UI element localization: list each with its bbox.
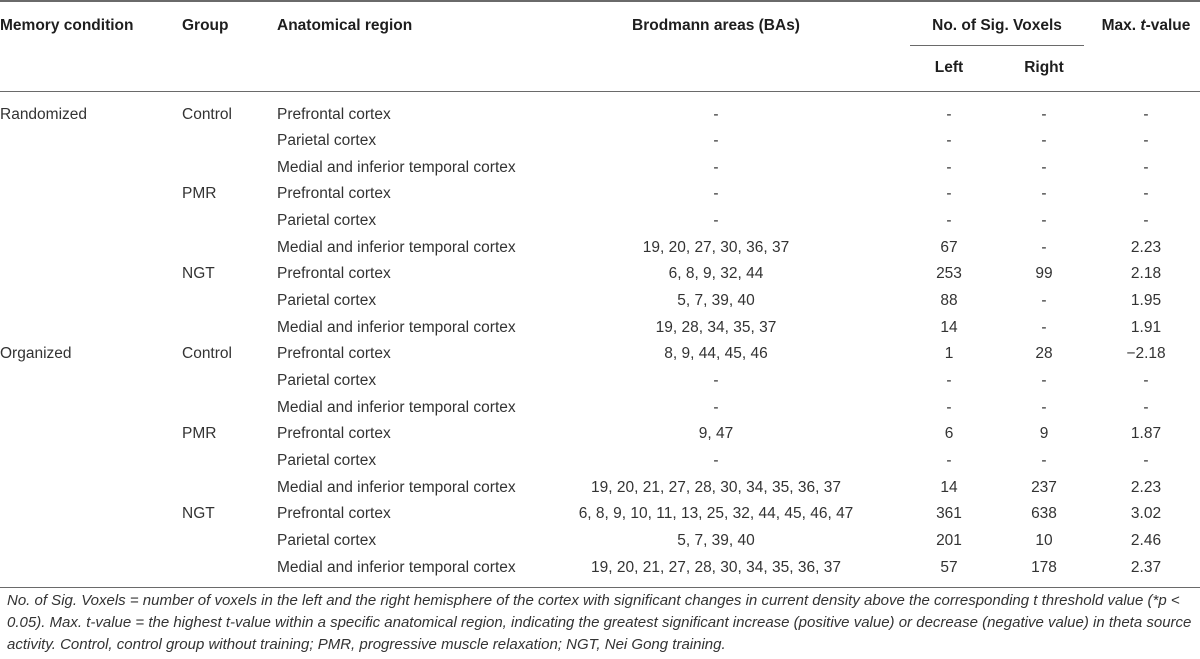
cell-region: Medial and inferior temporal cortex xyxy=(277,478,516,496)
cell-condition xyxy=(0,501,182,528)
cell-brodmann: - xyxy=(713,452,719,470)
table-row xyxy=(0,394,1200,421)
cell-right: - xyxy=(1041,291,1047,309)
header-max-t-value xyxy=(1092,0,1200,92)
table-row xyxy=(0,92,1200,128)
cell-region: Prefrontal cortex xyxy=(277,345,391,363)
table-row xyxy=(0,368,1200,395)
cell-group: NGT xyxy=(182,265,215,283)
cell-region: Parietal cortex xyxy=(277,372,377,390)
cell-condition xyxy=(0,128,182,155)
header-group: Group xyxy=(182,17,229,34)
table-row xyxy=(0,261,1200,288)
cell-max-t: - xyxy=(1143,105,1149,123)
voxels-rule xyxy=(910,45,1084,46)
cell-right: 237 xyxy=(1031,478,1057,496)
cell-max-t: - xyxy=(1143,158,1149,176)
cell-condition xyxy=(0,421,182,448)
cell-left: 57 xyxy=(940,558,958,576)
cell-right: - xyxy=(1041,398,1047,416)
cell-left: - xyxy=(946,372,952,390)
cell-group xyxy=(182,528,277,555)
cell-right: - xyxy=(1041,158,1047,176)
cell-region: Prefrontal cortex xyxy=(277,185,391,203)
cell-max-t: 2.23 xyxy=(1130,238,1162,256)
cell-right: 638 xyxy=(1031,505,1057,523)
cell-max-t: 1.95 xyxy=(1130,291,1162,309)
cell-left: - xyxy=(946,131,952,149)
cell-brodmann: - xyxy=(713,185,719,203)
cell-group xyxy=(182,555,277,588)
cell-condition xyxy=(0,394,182,421)
table-row xyxy=(0,528,1200,555)
table-row xyxy=(0,154,1200,181)
cell-group: Control xyxy=(182,105,232,123)
cell-right: - xyxy=(1041,318,1047,336)
cell-max-t: - xyxy=(1143,185,1149,203)
cell-condition xyxy=(0,288,182,315)
cell-brodmann: 6, 8, 9, 10, 11, 13, 25, 32, 44, 45, 46, 47 xyxy=(578,505,854,523)
cell-max-t: 2.23 xyxy=(1130,478,1162,496)
header-max-t-prefix: Max. xyxy=(1101,17,1141,34)
table-row xyxy=(0,555,1200,588)
table-row xyxy=(0,234,1200,261)
cell-condition xyxy=(0,181,182,208)
cell-condition xyxy=(0,448,182,475)
header-right: Right xyxy=(1024,59,1064,76)
header-sig-voxels xyxy=(902,0,1092,45)
header-brodmann-areas: Brodmann areas (BAs) xyxy=(632,17,800,34)
cell-max-t: - xyxy=(1143,211,1149,229)
cell-max-t: 3.02 xyxy=(1130,505,1162,523)
cell-brodmann: 8, 9, 44, 45, 46 xyxy=(664,345,768,363)
cell-brodmann: - xyxy=(713,372,719,390)
cell-brodmann: 19, 20, 21, 27, 28, 30, 34, 35, 36, 37 xyxy=(591,558,841,576)
cell-condition xyxy=(0,208,182,235)
cell-right: 178 xyxy=(1031,558,1057,576)
cell-brodmann: 9, 47 xyxy=(698,425,734,443)
header-anatomical-region: Anatomical region xyxy=(277,17,413,34)
cell-max-t: 2.37 xyxy=(1130,558,1162,576)
table-row xyxy=(0,208,1200,235)
cell-group: PMR xyxy=(182,185,217,203)
header-sig-voxels-label: No. of Sig. Voxels xyxy=(932,17,1062,34)
cell-group: PMR xyxy=(182,425,217,443)
cell-region: Prefrontal cortex xyxy=(277,265,391,283)
table-row xyxy=(0,474,1200,501)
header-max-t-italic: t xyxy=(1140,17,1146,34)
cell-brodmann: - xyxy=(713,211,719,229)
cell-right: 28 xyxy=(1035,345,1053,363)
cell-condition: Organized xyxy=(0,345,72,363)
cell-region: Parietal cortex xyxy=(277,452,377,470)
cell-condition xyxy=(0,154,182,181)
cell-region: Parietal cortex xyxy=(277,131,377,149)
cell-right: 9 xyxy=(1039,425,1049,443)
cell-max-t: 2.46 xyxy=(1130,532,1162,550)
cell-right: - xyxy=(1041,105,1047,123)
cell-brodmann: - xyxy=(713,158,719,176)
cell-right: 99 xyxy=(1035,265,1053,283)
table-row xyxy=(0,314,1200,341)
table-row xyxy=(0,501,1200,528)
header-max-t-suffix: -value xyxy=(1145,17,1191,34)
cell-brodmann: - xyxy=(713,398,719,416)
cell-left: 253 xyxy=(936,265,962,283)
table-body xyxy=(0,92,1200,588)
cell-condition xyxy=(0,314,182,341)
cell-left: - xyxy=(946,158,952,176)
cell-group: Control xyxy=(182,345,232,363)
cell-left: 361 xyxy=(936,505,962,523)
cell-max-t: 1.91 xyxy=(1130,318,1162,336)
cell-group: NGT xyxy=(182,505,215,523)
cell-region: Medial and inferior temporal cortex xyxy=(277,558,516,576)
cell-right: - xyxy=(1041,452,1047,470)
footnote-text: No. of Sig. Voxels = number of voxels in the left and the right hemisphere of the cortex with significant changes in current density above the corresponding t threshold value (*p < 0.05). Max. t-value = the highest t-value within a specific anatomical region, indicating the greatest significant increase (positive value) or decrease (negative value) in theta source activity. Control, control group without training; PMR, progressive muscle relaxation; NGT, Nei Gong training. xyxy=(7,592,1192,653)
cell-max-t: - xyxy=(1143,452,1149,470)
cell-left: 6 xyxy=(944,425,954,443)
cell-condition xyxy=(0,234,182,261)
cell-group xyxy=(182,314,277,341)
cell-group xyxy=(182,368,277,395)
cell-right: - xyxy=(1041,185,1047,203)
cell-right: - xyxy=(1041,372,1047,390)
cell-brodmann: - xyxy=(713,131,719,149)
table-footnote xyxy=(7,590,1193,656)
cell-brodmann: 19, 20, 27, 30, 36, 37 xyxy=(642,238,790,256)
cell-group xyxy=(182,394,277,421)
cell-brodmann: - xyxy=(713,105,719,123)
cell-region: Parietal cortex xyxy=(277,291,377,309)
cell-group xyxy=(182,448,277,475)
cell-region: Prefrontal cortex xyxy=(277,425,391,443)
cell-right: - xyxy=(1041,211,1047,229)
cell-region: Medial and inferior temporal cortex xyxy=(277,318,516,336)
cell-left: 201 xyxy=(936,532,962,550)
cell-condition xyxy=(0,368,182,395)
table-row xyxy=(0,181,1200,208)
cell-max-t: - xyxy=(1143,372,1149,390)
cell-max-t: - xyxy=(1143,131,1149,149)
cell-region: Medial and inferior temporal cortex xyxy=(277,238,516,256)
cell-condition xyxy=(0,555,182,588)
cell-left: - xyxy=(946,211,952,229)
cell-group xyxy=(182,474,277,501)
cell-group xyxy=(182,208,277,235)
cell-right: 10 xyxy=(1035,532,1053,550)
table-row xyxy=(0,128,1200,155)
cell-group xyxy=(182,234,277,261)
table-row xyxy=(0,421,1200,448)
table-row xyxy=(0,288,1200,315)
cell-region: Parietal cortex xyxy=(277,211,377,229)
cell-region: Prefrontal cortex xyxy=(277,105,391,123)
cell-left: 67 xyxy=(940,238,958,256)
cell-condition: Randomized xyxy=(0,105,88,123)
cell-region: Medial and inferior temporal cortex xyxy=(277,158,516,176)
cell-brodmann: 6, 8, 9, 32, 44 xyxy=(668,265,764,283)
cell-group xyxy=(182,154,277,181)
cell-left: - xyxy=(946,185,952,203)
cell-left: 1 xyxy=(944,345,954,363)
header-memory-condition: Memory condition xyxy=(0,17,134,34)
cell-right: - xyxy=(1041,131,1047,149)
cell-region: Medial and inferior temporal cortex xyxy=(277,398,516,416)
cell-condition xyxy=(0,474,182,501)
cell-brodmann: 19, 28, 34, 35, 37 xyxy=(655,318,777,336)
cell-region: Prefrontal cortex xyxy=(277,505,391,523)
cell-brodmann: 5, 7, 39, 40 xyxy=(677,532,755,550)
cell-max-t: 1.87 xyxy=(1130,425,1162,443)
cell-left: - xyxy=(946,398,952,416)
cell-right: - xyxy=(1041,238,1047,256)
header-left: Left xyxy=(934,59,964,76)
cell-max-t: - xyxy=(1143,398,1149,416)
cell-condition xyxy=(0,528,182,555)
cell-left: - xyxy=(946,452,952,470)
cell-group xyxy=(182,128,277,155)
cell-left: 14 xyxy=(940,478,958,496)
cell-left: - xyxy=(946,105,952,123)
cell-group xyxy=(182,288,277,315)
cell-region: Parietal cortex xyxy=(277,532,377,550)
cell-max-t: 2.18 xyxy=(1130,265,1162,283)
cell-left: 14 xyxy=(940,318,958,336)
cell-brodmann: 5, 7, 39, 40 xyxy=(677,291,755,309)
table-row xyxy=(0,448,1200,475)
table-row xyxy=(0,341,1200,368)
cell-max-t: −2.18 xyxy=(1126,345,1166,363)
cell-left: 88 xyxy=(940,291,958,309)
cell-brodmann: 19, 20, 21, 27, 28, 30, 34, 35, 36, 37 xyxy=(591,478,841,496)
cell-condition xyxy=(0,261,182,288)
